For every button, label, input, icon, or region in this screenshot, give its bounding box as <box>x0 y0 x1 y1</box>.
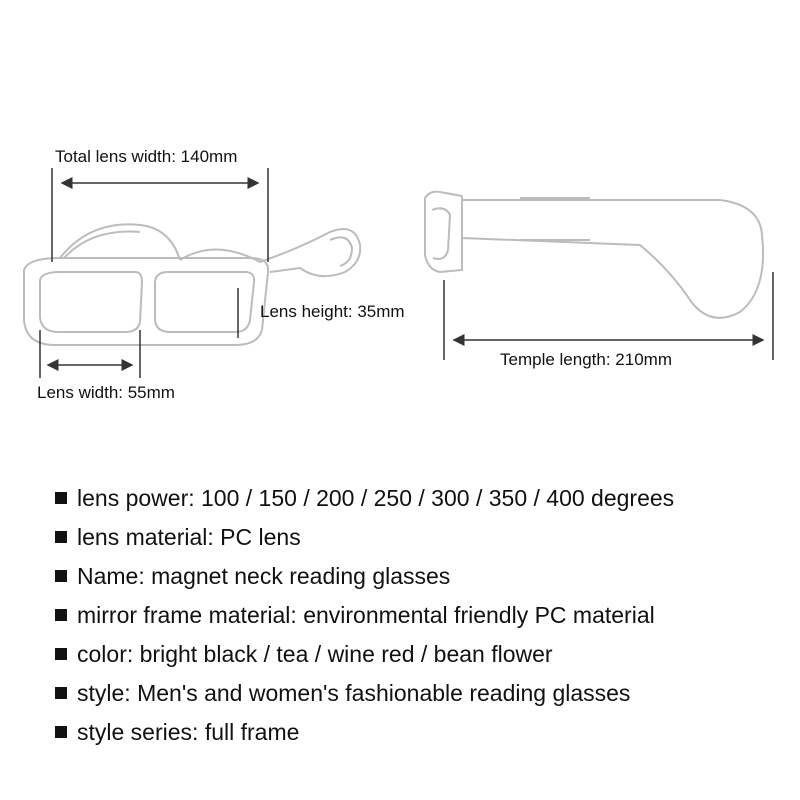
spec-text: mirror frame material: environmental friendly PC material <box>77 601 655 628</box>
side-frame <box>425 192 462 272</box>
neck-band-right <box>180 229 360 276</box>
spec-item <box>55 673 775 712</box>
square-bullet-icon <box>55 609 67 621</box>
spec-item <box>55 712 775 751</box>
total-lens-width-label: Total lens width: 140mm <box>55 147 238 166</box>
temple-arm <box>462 200 763 318</box>
lens-height-label: Lens height: 35mm <box>260 302 405 321</box>
right-lens <box>155 272 254 332</box>
square-bullet-icon <box>55 726 67 738</box>
square-bullet-icon <box>55 687 67 699</box>
spec-item <box>55 595 775 634</box>
spec-item <box>55 634 775 673</box>
square-bullet-icon <box>55 648 67 660</box>
spec-text: color: bright black / tea / wine red / bean flower <box>77 640 553 667</box>
spec-item <box>55 556 775 595</box>
spec-text: lens material: PC lens <box>77 523 301 550</box>
spec-item <box>55 517 775 556</box>
neck-band <box>60 224 180 260</box>
spec-text: Name: magnet neck reading glasses <box>77 562 451 589</box>
square-bullet-icon <box>55 570 67 582</box>
lens-width-label: Lens width: 55mm <box>37 383 175 402</box>
square-bullet-icon <box>55 492 67 504</box>
left-lens <box>40 272 142 332</box>
spec-text: lens power: 100 / 150 / 200 / 250 / 300 / 350 / 400 degrees <box>77 484 675 511</box>
spec-item <box>55 478 775 517</box>
spec-list <box>55 478 775 751</box>
square-bullet-icon <box>55 531 67 543</box>
spec-text: style series: full frame <box>77 718 300 745</box>
temple-length-label: Temple length: 210mm <box>500 350 672 369</box>
spec-text: style: Men's and women's fashionable reading glasses <box>77 679 631 706</box>
